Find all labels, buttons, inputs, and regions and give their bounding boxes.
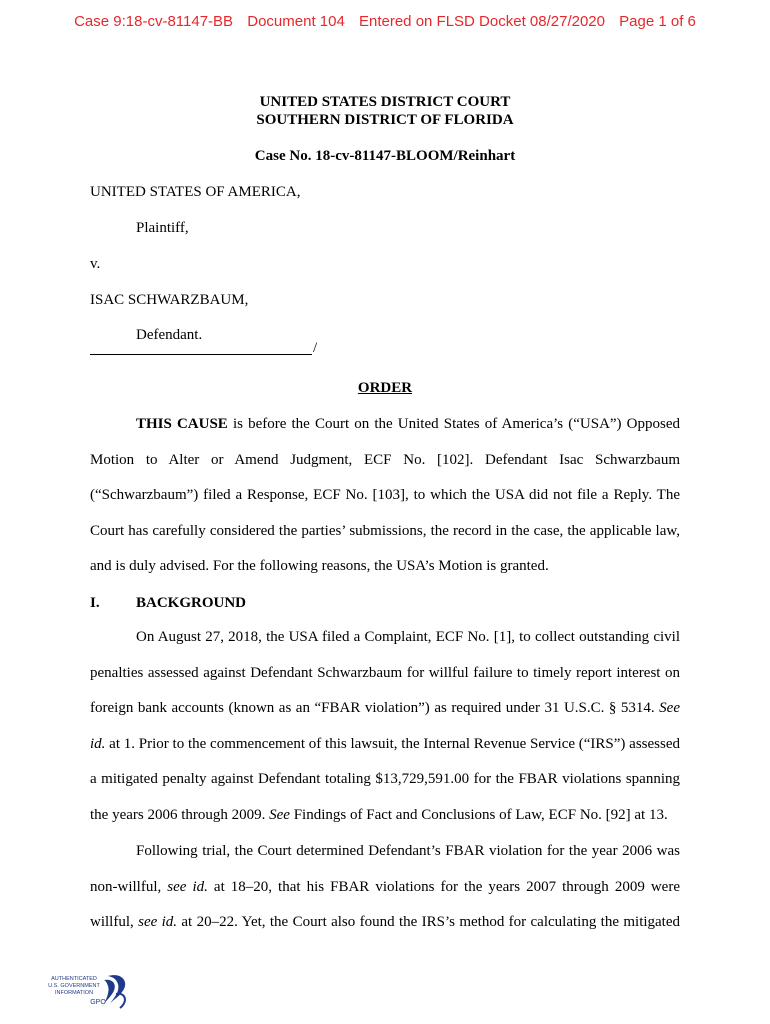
paragraph-line: On August 27, 2018, the USA filed a Complaint, ECF No. [1], to collect outstanding civil	[136, 629, 680, 645]
paragraph-background	[90, 626, 680, 839]
header-entered-date: Entered on FLSD Docket 08/27/2020	[358, 13, 605, 30]
paragraph-intro	[90, 413, 680, 591]
versus: v.	[90, 256, 101, 272]
seal-line-3: INFORMATION	[54, 990, 94, 996]
paragraph-line: the years 2006 through 2009. See Findings of Fact and Conclusions of Law, ECF No. [92] at 13.	[90, 806, 668, 823]
paragraph-line: (“Schwarzbaum”) filed a Response, ECF No. [103], to which the USA did not file a Reply. The	[90, 487, 680, 503]
paragraph-line: Following trial, the Court determined Defendant’s FBAR violation for the year 2006 was	[136, 843, 680, 859]
section-title: BACKGROUND	[136, 595, 247, 611]
caption-slash: /	[313, 340, 318, 356]
this-cause: THIS CAUSE	[136, 416, 228, 432]
defendant-role: Defendant.	[136, 327, 203, 343]
order-title: ORDER	[357, 380, 413, 396]
paragraph-line: Motion to Alter or Amend Judgment, ECF No. [102]. Defendant Isac Schwarzbaum	[90, 451, 680, 468]
paragraph-line: id. at 1. Prior to the commencement of this lawsuit, the Internal Revenue Service (“IRS”) assessed	[90, 735, 680, 752]
seal-line-4: GPO	[90, 999, 106, 1006]
plaintiff-role: Plaintiff,	[136, 220, 189, 236]
header-case-number: Case 9:18-cv-81147-BB	[74, 13, 234, 30]
court-name: UNITED STATES DISTRICT COURT	[259, 94, 511, 110]
gpo-authentication-seal	[42, 972, 132, 1014]
defendant-name: ISAC SCHWARZBAUM,	[90, 292, 249, 308]
paragraph-line: and is duly advised. For the following reasons, the USA’s Motion is granted.	[90, 558, 549, 574]
paragraph-line: Court has carefully considered the parties’ submissions, the record in the case, the applicable law,	[90, 522, 680, 539]
court-district: SOUTHERN DISTRICT OF FLORIDA	[256, 112, 514, 128]
caption-rule	[90, 343, 312, 355]
header-document-number: Document 104	[247, 13, 345, 30]
plaintiff-name: UNITED STATES OF AMERICA,	[90, 184, 301, 200]
paragraph-line: a mitigated penalty against Defendant totaling $13,729,591.00 for the FBAR violations spanning	[90, 771, 680, 787]
header-page-count: Page 1 of 6	[619, 13, 696, 30]
paragraph-trial	[90, 840, 680, 947]
seal-line-2: U.S. GOVERNMENT	[48, 983, 100, 989]
paragraph-line: non-willful, see id. at 18–20, that his FBAR violations for the years 2007 through 2009 were	[90, 878, 680, 895]
paragraph-line: penalties assessed against Defendant Schwarzbaum for willful failure to timely report interest on	[90, 664, 680, 681]
seal-line-1: AUTHENTICATED	[51, 976, 97, 982]
section-number: I.	[90, 595, 100, 611]
paragraph-line: willful, see id. at 20–22. Yet, the Court also found the IRS’s method for calculating the mitigated	[90, 914, 681, 930]
paragraph-line: foreign bank accounts (known as an “FBAR violation”) as required under 31 U.S.C. § 5314. See	[90, 700, 680, 716]
case-number: Case No. 18-cv-81147-BLOOM/Reinhart	[254, 148, 516, 164]
paragraph-line: THIS CAUSE is before the Court on the United States of America’s (“USA”) Opposed	[136, 416, 681, 432]
docket-header	[0, 13, 770, 30]
